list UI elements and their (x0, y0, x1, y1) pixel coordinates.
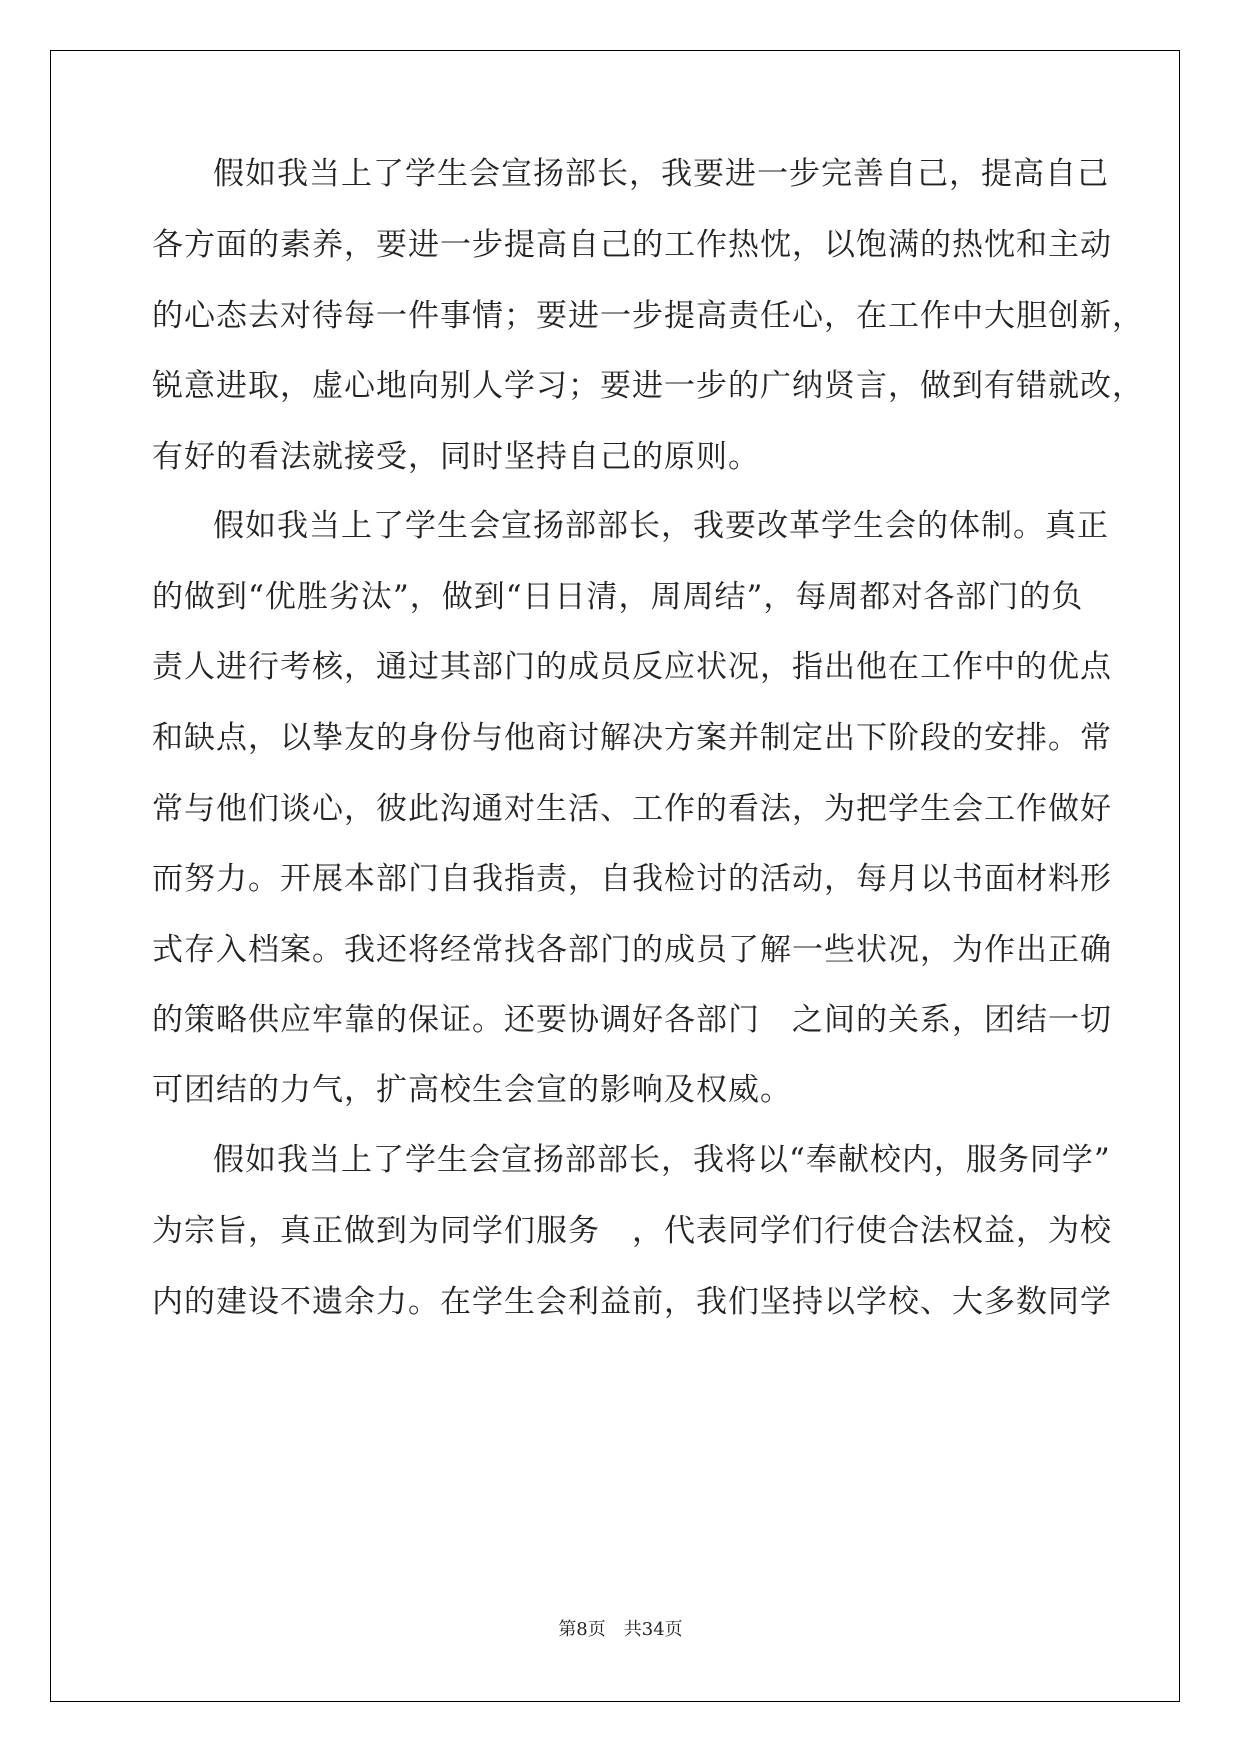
text-line: 的策略供应牢靠的保证。还要协调好各部门 之间的关系，团结一切 (152, 1002, 1112, 1038)
page-number-footer: 第8页 共34页 (558, 1619, 683, 1640)
text-line: 责人进行考核，通过其部门的成员反应状况，指出他在工作中的优点 (152, 649, 1112, 685)
text-line: 的心态去对待每一件事情；要进一步提高责任心，在工作中大胆创新， (152, 298, 1144, 334)
text-line: 锐意进取，虚心地向别人学习；要进一步的广纳贤言，做到有错就改， (152, 368, 1144, 404)
text-line: 可团结的力气，扩高校生会宣的影响及权威。 (152, 1072, 792, 1108)
text-line: 假如我当上了学生会宣扬部部长，我要改革学生会的体制。真正 (213, 508, 1109, 544)
text-line: 常与他们谈心，彼此沟通对生活、工作的看法，为把学生会工作做好 (152, 791, 1112, 827)
text-line: 各方面的素养，要进一步提高自己的工作热忱，以饱满的热忱和主动 (152, 227, 1112, 263)
text-line: 有好的看法就接受，同时坚持自己的原则。 (152, 439, 760, 475)
text-line: 假如我当上了学生会宣扬部部长，我将以“奉献校内，服务同学” (213, 1142, 1111, 1178)
text-line: 内的建设不遗余力。在学生会利益前，我们坚持以学校、大多数同学 (152, 1284, 1112, 1320)
text-line: 为宗旨，真正做到为同学们服务 ，代表同学们行使合法权益，为校 (152, 1213, 1112, 1249)
text-line: 式存入档案。我还将经常找各部门的成员了解一些状况，为作出正确 (152, 932, 1112, 968)
text-line: 的做到“优胜劣汰”，做到“日日清，周周结”，每周都对各部门的负 (152, 579, 1084, 615)
text-line: 和缺点，以挚友的身份与他商讨解决方案并制定出下阶段的安排。常 (152, 720, 1112, 756)
text-line: 假如我当上了学生会宣扬部长，我要进一步完善自己，提高自己 (213, 156, 1109, 192)
text-line: 而努力。开展本部门自我指责，自我检讨的活动，每月以书面材料形 (152, 861, 1112, 897)
